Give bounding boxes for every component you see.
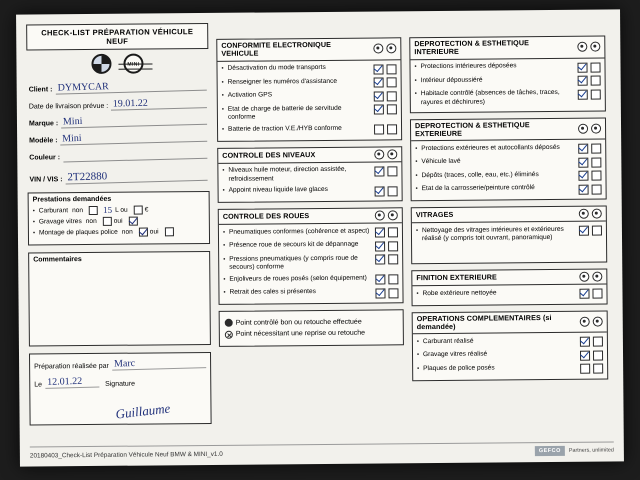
bullet-icon: • [223, 243, 226, 250]
footer-brand-block [535, 445, 614, 456]
check-ko[interactable] [388, 275, 398, 285]
checklist-label: Retrait des cales si présentes [229, 288, 317, 297]
right-column [409, 36, 608, 388]
prestation-plaques [33, 227, 205, 238]
check-ko[interactable] [592, 226, 602, 236]
bullet-icon: • [415, 172, 418, 179]
ko-mark-icon [388, 211, 398, 221]
bullet-icon: • [223, 276, 226, 283]
check-ko[interactable] [591, 171, 601, 181]
check-ok[interactable] [375, 228, 385, 238]
checklist-label: Pneumatiques conformes (cohérence et aspect) [228, 227, 370, 236]
check-ko[interactable] [592, 184, 602, 194]
ko-mark-icon [592, 272, 602, 282]
checklist-row [218, 102, 401, 124]
check-ko[interactable] [388, 228, 398, 238]
checklist-row [412, 182, 606, 197]
client-value[interactable]: DYMYCAR [55, 79, 207, 95]
section-title: VITRAGES [415, 209, 454, 220]
check-ko[interactable] [593, 350, 603, 360]
mini-logo-icon [123, 54, 143, 74]
check-ko[interactable] [386, 64, 396, 74]
checklist-row [413, 362, 607, 377]
section-header [217, 38, 400, 61]
middle-column [216, 37, 404, 347]
gefco-logo: GEFCO [535, 446, 565, 456]
bullet-icon: • [32, 207, 35, 215]
checklist-label: Véhicule lavé [421, 158, 461, 166]
check-ok[interactable] [374, 78, 384, 88]
bullet-icon: • [221, 92, 224, 99]
checklist-label: Dépôts (traces, colle, eau, etc.) éliminés [421, 170, 539, 179]
section-finition-exterieure [411, 269, 607, 306]
date-label: Le [34, 381, 43, 389]
check-ok[interactable] [579, 289, 589, 299]
checklist-label: Etat de la carrosserie/peinture contrôlé [421, 184, 535, 193]
ko-mark-icon [592, 209, 602, 219]
section-deprotection-exterieure [410, 117, 607, 201]
bullet-icon: • [222, 168, 225, 175]
checklist-row [219, 184, 402, 199]
prestation-plaques-non-checkbox[interactable] [139, 228, 148, 237]
ok-mark-icon [225, 319, 236, 328]
comments-value [33, 266, 205, 268]
check-ok[interactable] [578, 89, 588, 99]
ok-mark-icon [580, 317, 590, 327]
field-model [29, 131, 207, 145]
model-label: Modèle : [29, 137, 58, 145]
check-ok[interactable] [375, 288, 385, 298]
color-value[interactable] [63, 147, 208, 163]
checklist-label: Appoint niveau liquide lave glaces [228, 186, 328, 195]
color-label: Couleur : [29, 154, 61, 162]
section-header-marks [579, 272, 602, 282]
checklist-label: Pressions pneumatiques (y compris roue de secours) conforme [229, 254, 358, 272]
bullet-icon: • [415, 186, 418, 193]
bullet-icon: • [415, 227, 419, 234]
checklist-label: Niveaux huile moteur, direction assistée, refroidissement [228, 165, 347, 183]
check-ok[interactable] [374, 105, 384, 115]
legend-ko [225, 329, 398, 340]
scanned-checklist-sheet [16, 9, 624, 466]
bullet-icon: • [417, 365, 420, 372]
check-ok[interactable] [375, 275, 385, 285]
bullet-icon: • [416, 338, 420, 345]
checklist-label: Etat de charge de batterie de servitude conforme [227, 104, 342, 121]
check-ko[interactable] [387, 125, 397, 135]
bullet-icon: • [221, 65, 224, 72]
check-ok[interactable] [578, 76, 588, 86]
footer-reference: 20180403_Check-List Préparation Véhicule Neuf BMW & MINI_v1.0 [29, 450, 223, 460]
check-ko[interactable] [388, 255, 398, 265]
check-ok[interactable] [580, 350, 590, 360]
checklist-label: Robe extérieure nettoyée [422, 289, 497, 297]
prestation-carburant [33, 204, 205, 216]
checklist-label: Renseigner les numéros d'assistance [227, 77, 338, 86]
prestation-gravage [33, 216, 205, 227]
prestation-carburant-qty[interactable]: 15 [103, 204, 113, 215]
section-vitrages [411, 206, 607, 265]
legend-ok-label: Point contrôlé bon ou retouche effectuée [235, 318, 362, 327]
bullet-icon: • [221, 79, 224, 86]
checklist-label: Protections intérieures déposées [420, 62, 517, 71]
check-ko[interactable] [591, 89, 601, 99]
prestation-label: Montage de plaques police [38, 228, 118, 237]
delivery-date-label: Date de livraison prévue : [28, 102, 109, 111]
ko-mark-icon [387, 149, 397, 159]
section-header [412, 270, 606, 287]
prestation-label: Gravage vitres [38, 218, 82, 226]
checklist-label: Batterie de traction V.E./HYB conforme [228, 124, 342, 133]
prepared-by-row [34, 357, 206, 371]
check-ko[interactable] [388, 241, 398, 251]
checklist-row [412, 224, 606, 261]
bullet-icon: • [222, 188, 225, 195]
check-ok[interactable] [374, 166, 384, 176]
check-ok[interactable] [577, 62, 587, 72]
check-ok[interactable] [579, 226, 589, 236]
bullet-icon: • [223, 290, 226, 297]
checklist-label: Plaques de police posés [423, 364, 495, 372]
section-title: OPERATIONS COMPLEMENTAIRES (si demandée) [416, 312, 552, 332]
check-ok[interactable] [374, 125, 384, 135]
section-title: DEPROTECTION & ESTHETIQUE EXTERIEURE [414, 119, 530, 139]
section-title: CONFORMITE ELECTRONIQUE VEHICULE [221, 39, 332, 59]
bullet-icon: • [414, 91, 417, 98]
signature-value[interactable]: Guillaume [114, 400, 172, 422]
bullet-icon: • [416, 290, 419, 297]
checklist-label: Habitacle contrôlé (absences de tâches, traces, rayures et déchirures) [420, 88, 560, 106]
ko-mark-icon [593, 317, 603, 327]
bullet-icon: • [32, 230, 36, 237]
section-header-marks [373, 44, 396, 54]
prestation-option-non-label: non [121, 228, 133, 236]
prestation-carburant-non-checkbox[interactable] [89, 205, 98, 214]
section-header-marks [579, 209, 602, 219]
section-title: CONTROLE DES ROUES [222, 211, 310, 222]
section-header-marks [375, 211, 398, 221]
prestation-option-oui-label: oui [149, 228, 159, 236]
check-ok[interactable] [578, 144, 588, 154]
check-ok[interactable] [373, 64, 383, 74]
ok-mark-icon [578, 124, 588, 134]
brand-logos [26, 49, 208, 77]
bullet-icon: • [414, 64, 417, 71]
check-ko[interactable] [387, 104, 397, 114]
date-signature-row [34, 375, 206, 389]
page-title: CHECK-LIST PRÉPARATION VÉHICULE NEUF [26, 23, 208, 51]
checklist-label: Enjoliveurs de roues posés (selon équipement) [229, 274, 367, 283]
bullet-icon: • [417, 352, 420, 359]
section-header [411, 118, 605, 141]
ok-mark-icon [374, 149, 384, 159]
section-conformite-electronique [216, 37, 402, 141]
model-value[interactable]: Mini [60, 130, 207, 146]
check-ok[interactable] [578, 157, 588, 167]
checklist-label: Nettoyage des vitrages intérieures et extérieures réalisé (y compris toit ouvrant, panoramique) [421, 225, 564, 243]
check-ko[interactable] [591, 76, 601, 86]
ko-mark-icon [591, 124, 601, 134]
left-column [26, 23, 211, 426]
prestation-carburant-unit: L ou [115, 206, 128, 214]
bullet-icon: • [222, 126, 225, 133]
section-header-marks [374, 149, 397, 159]
field-brand [29, 114, 207, 128]
delivery-date-value[interactable]: 19.01.22 [111, 96, 207, 110]
checklist-label: Désactivation du mode transports [227, 64, 326, 72]
section-operations-complementaires [412, 310, 609, 381]
prestation-option-non-label: non [85, 217, 97, 226]
section-controle-niveaux [217, 146, 402, 203]
prestations-panel [28, 191, 210, 246]
field-delivery-date [29, 97, 207, 111]
check-ok[interactable] [374, 91, 384, 101]
section-header-marks [578, 124, 601, 134]
bullet-icon: • [221, 106, 225, 113]
check-ko[interactable] [591, 144, 601, 154]
section-title: FINITION EXTERIEURE [416, 272, 497, 283]
bmw-logo-icon [91, 54, 111, 74]
checklist-label: Gravage vitres réalisé [422, 350, 488, 359]
vin-value[interactable]: 2T22880 [65, 168, 207, 185]
checklist-row [219, 286, 402, 301]
ok-mark-icon [577, 42, 587, 52]
bullet-icon: • [222, 229, 226, 236]
prestations-title: Prestations demandées [32, 195, 112, 204]
check-ok[interactable] [375, 241, 385, 251]
brand-label: Marque : [28, 120, 59, 128]
check-ko[interactable] [388, 186, 398, 196]
checklist-row [219, 253, 402, 275]
bullet-icon: • [32, 219, 35, 226]
prestation-carburant-currency: € [144, 205, 149, 214]
check-ko[interactable] [593, 337, 603, 347]
check-ok[interactable] [375, 186, 385, 196]
ko-mark-icon [590, 42, 600, 52]
prestation-gravage-non-checkbox[interactable] [103, 217, 112, 226]
check-ok[interactable] [580, 364, 590, 374]
date-value[interactable]: 12.01.22 [45, 375, 99, 388]
section-header [219, 209, 402, 226]
ok-mark-icon [579, 209, 589, 219]
prestation-plaques-oui-checkbox[interactable] [165, 227, 174, 236]
ok-mark-icon [375, 211, 385, 221]
checklist-row [218, 164, 401, 186]
gefco-tagline: Partners, unlimited [568, 447, 614, 454]
field-client [29, 80, 207, 94]
checklist-label: Carburant réalisé [422, 337, 474, 345]
field-color [29, 148, 207, 162]
checklist-label: Intérieur dépoussiéré [420, 76, 483, 84]
ko-mark-icon [225, 330, 236, 339]
prepared-by-label: Préparation réalisée par [34, 362, 109, 371]
checklist-label: Activation GPS [227, 91, 273, 99]
ko-mark-icon [386, 44, 396, 54]
vin-label: VIN / VIS : [29, 176, 63, 184]
check-ok[interactable] [578, 171, 588, 181]
section-deprotection-interieure [409, 36, 606, 113]
section-header-marks [580, 317, 603, 327]
document-footer [30, 441, 614, 460]
signature-panel [29, 352, 212, 426]
section-header [413, 311, 607, 334]
section-header-marks [577, 42, 600, 52]
check-ko[interactable] [591, 157, 601, 167]
check-ko[interactable] [388, 288, 398, 298]
check-ko[interactable] [592, 289, 602, 299]
checklist-label: Protections extérieures et autocollants déposés [421, 143, 560, 152]
section-header [412, 207, 606, 224]
check-ko[interactable] [590, 62, 600, 72]
checklist-label: Présence roue de secours kit de dépannage [229, 240, 359, 250]
prestation-carburant-euro-checkbox[interactable] [134, 205, 143, 214]
checklist-row [412, 287, 606, 302]
section-header [410, 37, 604, 60]
check-ok[interactable] [375, 255, 385, 265]
section-title: DEPROTECTION & ESTHETIQUE INTERIEURE [414, 38, 530, 57]
section-title: CONTROLE DES NIVEAUX [222, 149, 316, 160]
comments-panel[interactable] [28, 251, 211, 347]
check-ok[interactable] [579, 184, 589, 194]
prepared-by-value[interactable]: Marc [112, 356, 207, 370]
prestation-option-non-label: non [72, 206, 84, 214]
bullet-icon: • [415, 145, 418, 152]
check-ok[interactable] [580, 337, 590, 347]
section-header [218, 147, 401, 164]
section-controle-roues [218, 208, 404, 306]
checklist-row [411, 87, 605, 109]
bullet-icon: • [414, 77, 417, 84]
legend-ok [225, 317, 398, 328]
check-ko[interactable] [387, 91, 397, 101]
client-label: Client : [28, 86, 53, 94]
signature-label: Signature [105, 380, 136, 388]
comments-title: Commentaires [33, 256, 82, 264]
bullet-icon: • [415, 159, 418, 166]
brand-value[interactable]: Mini [61, 113, 207, 129]
ok-mark-icon [579, 272, 589, 282]
bullet-icon: • [223, 256, 226, 263]
legend-panel [219, 310, 404, 347]
ok-mark-icon [373, 44, 383, 54]
check-ko[interactable] [593, 364, 603, 374]
prestation-option-oui-label: oui [113, 217, 123, 225]
legend-ko-label: Point nécessitant une reprise ou retouche [235, 330, 366, 339]
check-ko[interactable] [387, 77, 397, 87]
field-vin [29, 169, 207, 184]
check-ko[interactable] [387, 166, 397, 176]
prestation-label: Carburant [38, 206, 69, 214]
checklist-row [218, 122, 401, 137]
prestation-gravage-oui-checkbox[interactable] [129, 217, 138, 226]
